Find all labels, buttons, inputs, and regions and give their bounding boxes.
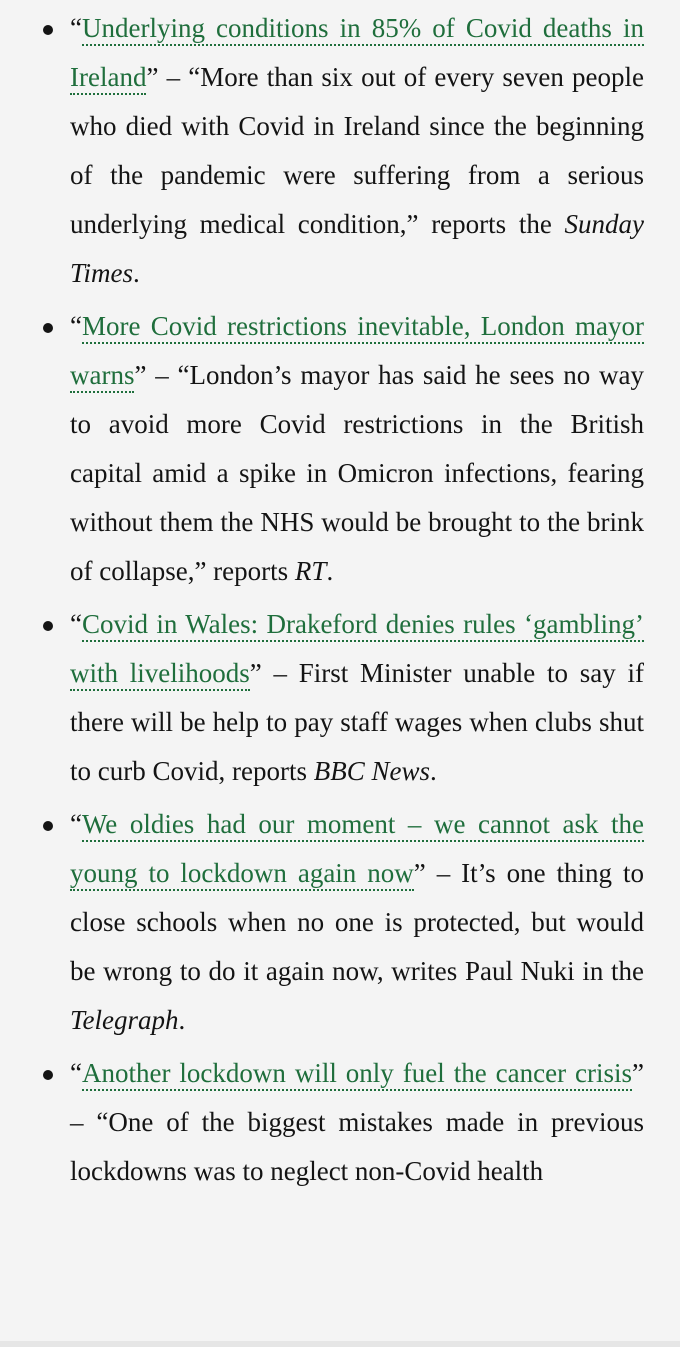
source-name: Sunday Times (70, 209, 644, 288)
headline-link[interactable]: Another lockdown will only fuel the cancer crisis (82, 1058, 632, 1091)
open-quote: “ (70, 609, 82, 639)
bullet-icon (43, 621, 53, 631)
bullet-icon (43, 25, 53, 35)
bottom-edge (0, 1341, 680, 1347)
headline-link[interactable]: We oldies had our moment – we cannot ask the young to lockdown again now (70, 809, 644, 891)
source-name: BBC News (313, 756, 430, 786)
bullet-icon (43, 323, 53, 333)
item-summary: ” – “One of the biggest mistakes made in previous lockdowns was to neglect non-Covid health (70, 1058, 644, 1186)
item-summary: ” – “London’s mayor has said he sees no way to avoid more Covid restrictions in the British capital amid a spike in Omicron infections, fearing without them the NHS would be brought to the brink of collapse,” reports (70, 360, 644, 586)
list-item (0, 596, 680, 796)
headline-link[interactable]: More Covid restrictions inevitable, London mayor warns (70, 311, 644, 393)
bullet-icon (43, 821, 53, 831)
open-quote: “ (70, 809, 82, 839)
item-end: . (133, 258, 140, 288)
list-item (0, 1045, 680, 1196)
item-summary: ” – It’s one thing to close schools when no one is protected, but would be wrong to do it again now, writes Paul Nuki in the (70, 858, 644, 986)
list-item (0, 298, 680, 596)
open-quote: “ (70, 13, 82, 43)
item-end: . (429, 756, 437, 786)
item-summary: ” – First Minister unable to say if there will be help to pay staff wages when clubs shut to curb Covid, reports (70, 658, 645, 786)
bullet-icon (43, 1070, 53, 1080)
source-name: Telegraph (70, 1005, 179, 1035)
item-end: . (178, 1005, 186, 1035)
item-end: . (326, 556, 334, 586)
headline-link[interactable]: Underlying conditions in 85% of Covid deaths in Ireland (70, 13, 644, 95)
headline-link[interactable]: Covid in Wales: Drakeford denies rules ‘gambling’ with livelihoods (70, 609, 644, 691)
source-name: RT (294, 556, 327, 586)
list-item (0, 0, 680, 298)
item-summary: ” – “More than six out of every seven people who died with Covid in Ireland since the beginning of the pandemic were suffering from a serious underlying medical condition,” reports the (70, 62, 644, 239)
open-quote: “ (70, 1058, 82, 1088)
open-quote: “ (70, 311, 82, 341)
list-item (0, 796, 680, 1045)
